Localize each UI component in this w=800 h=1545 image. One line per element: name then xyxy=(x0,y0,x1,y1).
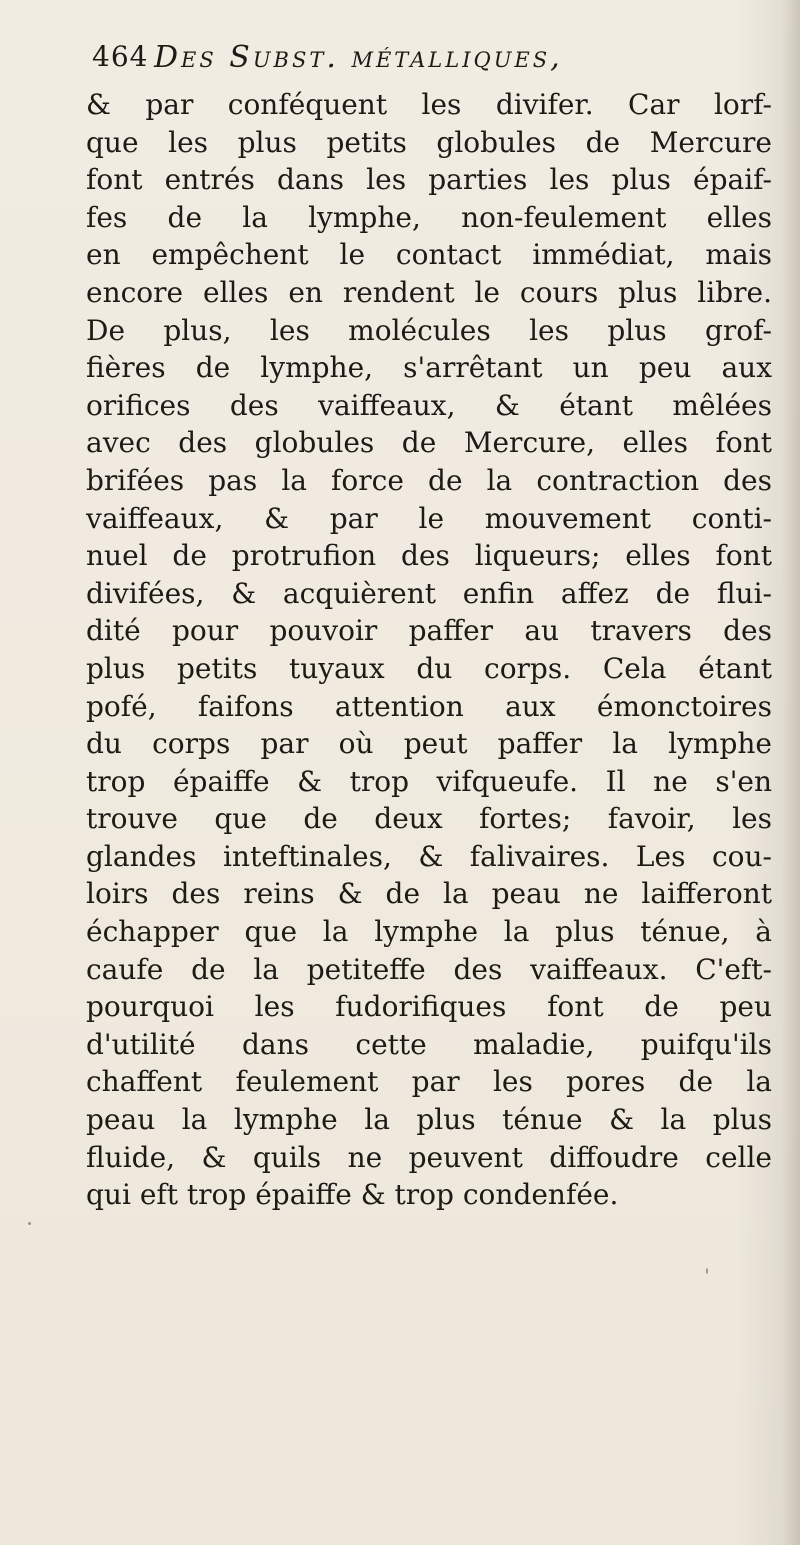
running-head: Des Subst. métalliques, xyxy=(154,40,563,75)
body-text xyxy=(86,86,772,1214)
text-line: orifices des vaiffeaux, & étant mêlées xyxy=(86,388,772,422)
text-line: divifées, & acquièrent enfin affez de flui- xyxy=(86,576,772,610)
text-line: trouve que de deux fortes; favoir, les xyxy=(86,802,772,836)
text-line: avec des globules de Mercure, elles font xyxy=(86,426,772,460)
text-line-last: qui eft trop épaiffe & trop condenfée. xyxy=(86,1178,619,1212)
page-number: 464 xyxy=(92,40,149,73)
text-line: caufe de la petiteffe des vaiffeaux. C'eft- xyxy=(86,952,772,986)
paper-speck xyxy=(706,1268,708,1274)
text-line: fes de la lymphe, non-feulement elles xyxy=(86,200,772,234)
text-line: nuel de protrufion des liqueurs; elles font xyxy=(86,539,772,573)
page-edge-shadow xyxy=(782,0,800,1545)
text-line: fluide, & quils ne peuvent diffoudre celle xyxy=(86,1140,772,1174)
text-line: pofé, faifons attention aux émonctoires xyxy=(86,689,772,723)
text-line: en empêchent le contact immédiat, mais xyxy=(86,238,772,272)
text-line: vaiffeaux, & par le mouvement conti- xyxy=(86,501,772,535)
text-line: pourquoi les fudorifiques font de peu xyxy=(86,990,772,1024)
text-line: glandes inteftinales, & falivaires. Les cou- xyxy=(86,839,772,873)
text-line: d'utilité dans cette maladie, puifqu'ils xyxy=(86,1027,772,1061)
text-line: font entrés dans les parties les plus épaif- xyxy=(86,163,772,197)
text-line: fières de lymphe, s'arrêtant un peu aux xyxy=(86,351,772,385)
text-line: dité pour pouvoir paffer au travers des xyxy=(86,614,772,648)
paper-speck xyxy=(28,1222,31,1225)
text-line: De plus, les molécules les plus grof- xyxy=(86,313,772,347)
text-line: plus petits tuyaux du corps. Cela étant xyxy=(86,651,772,685)
text-line: échapper que la lymphe la plus ténue, à xyxy=(86,915,772,949)
text-line: chaffent feulement par les pores de la xyxy=(86,1065,772,1099)
text-line: que les plus petits globules de Mercure xyxy=(86,125,772,159)
text-line: loirs des reins & de la peau ne laifferont xyxy=(86,877,772,911)
text-line: peau la lymphe la plus ténue & la plus xyxy=(86,1103,772,1137)
text-line: brifées pas la force de la contraction des xyxy=(86,463,772,497)
text-line: trop épaiffe & trop vifqueufe. Il ne s'en xyxy=(86,764,772,798)
text-line: du corps par où peut paffer la lymphe xyxy=(86,727,772,761)
text-line: encore elles en rendent le cours plus libre. xyxy=(86,275,772,309)
text-line: & par conféquent les divifer. Car lorf- xyxy=(86,88,772,121)
